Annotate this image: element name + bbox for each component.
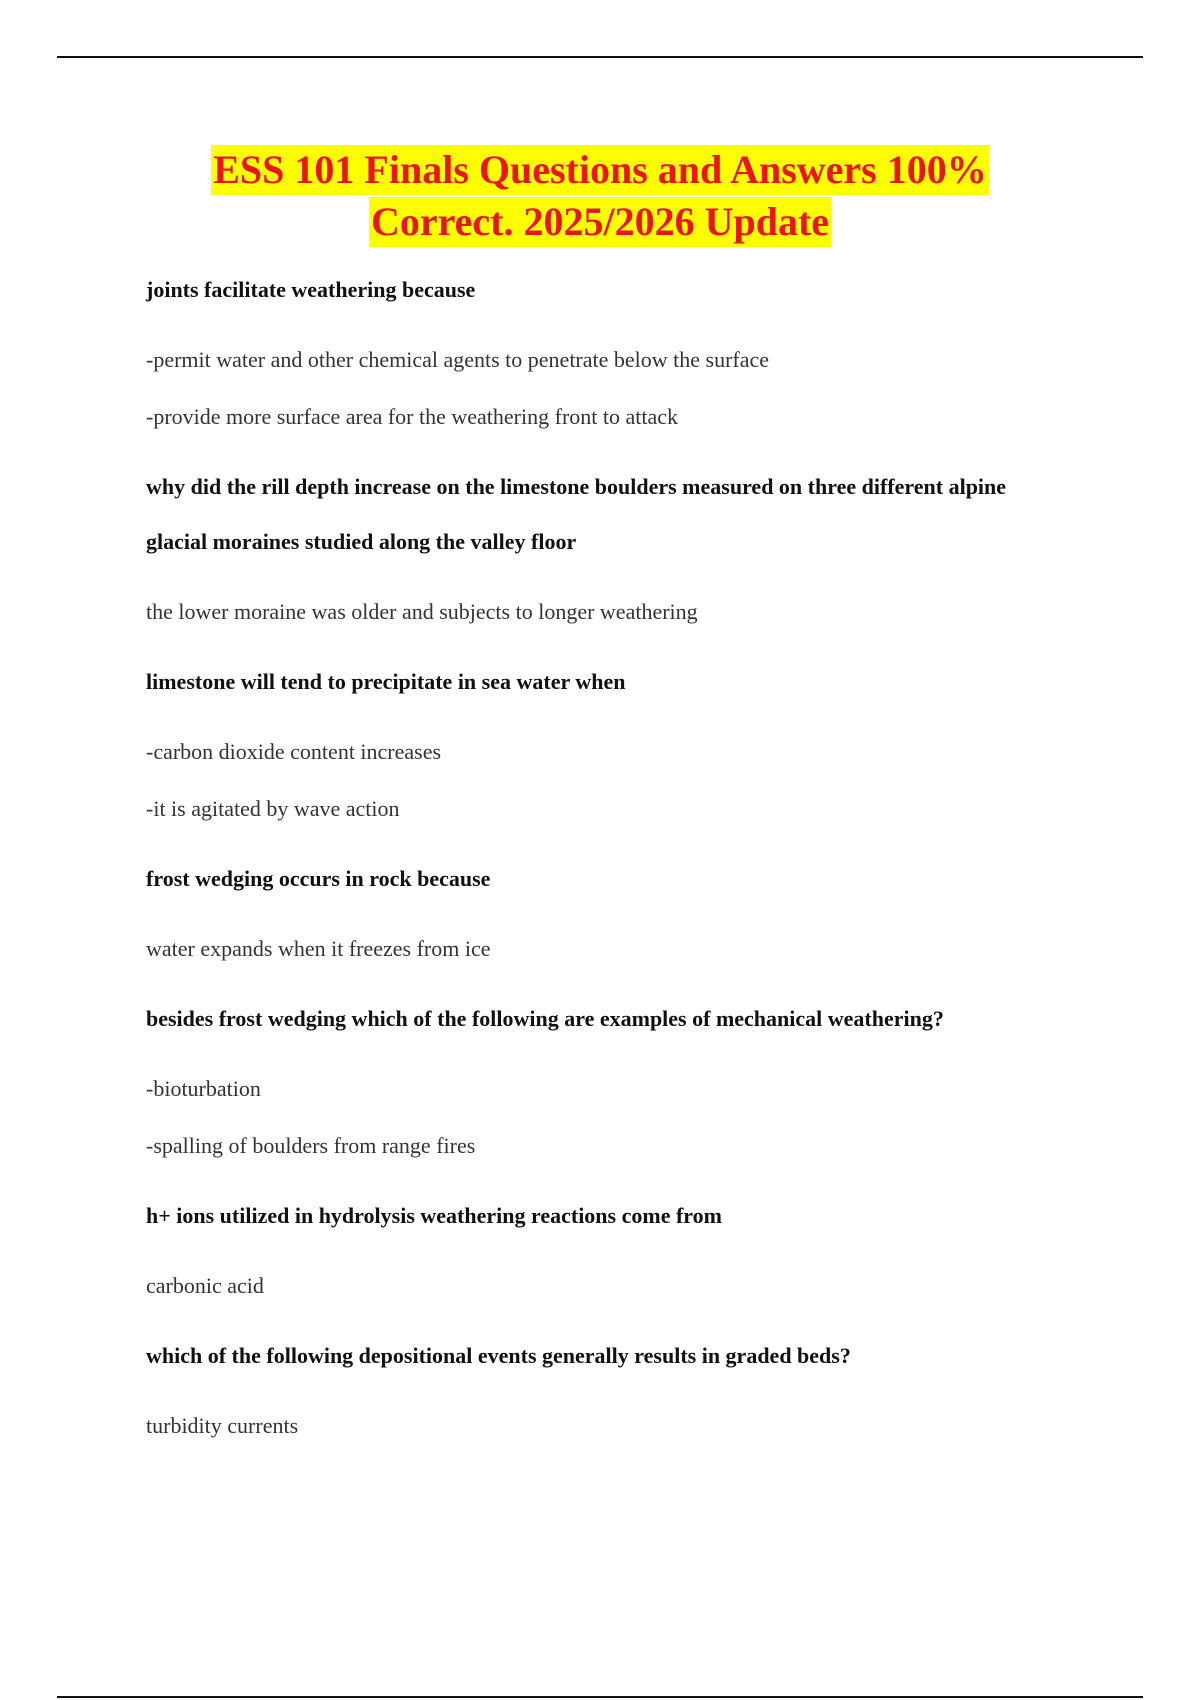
title-line-1: ESS 101 Finals Questions and Answers 100% bbox=[211, 145, 989, 195]
qa-item bbox=[146, 851, 1066, 977]
question-text: joints facilitate weathering because bbox=[146, 277, 476, 302]
qa-item bbox=[146, 262, 1066, 445]
footer-rule bbox=[57, 1696, 1143, 1698]
answer-group bbox=[146, 1397, 1066, 1454]
answer-group bbox=[146, 1257, 1066, 1314]
answer-text: the lower moraine was older and subjects to longer weathering bbox=[146, 599, 698, 624]
question-text: which of the following depositional events generally results in graded beds? bbox=[146, 1343, 851, 1368]
answer-text: -it is agitated by wave action bbox=[146, 796, 400, 821]
qa-item bbox=[146, 459, 1066, 640]
qa-item bbox=[146, 654, 1066, 837]
document-title bbox=[0, 145, 1200, 247]
answer-text: -bioturbation bbox=[146, 1076, 261, 1101]
answer-group bbox=[146, 920, 1066, 977]
answer-text: -carbon dioxide content increases bbox=[146, 739, 442, 764]
answer-text: turbidity currents bbox=[146, 1413, 299, 1438]
question-text: frost wedging occurs in rock because bbox=[146, 866, 491, 891]
title-line-2: Correct. 2025/2026 Update bbox=[369, 197, 831, 247]
qa-item bbox=[146, 1328, 1066, 1454]
qa-list bbox=[146, 262, 1066, 1468]
question-text: limestone will tend to precipitate in sea water when bbox=[146, 669, 626, 694]
answer-group bbox=[146, 723, 1066, 837]
answer-text: water expands when it freezes from ice bbox=[146, 936, 491, 961]
answer-group bbox=[146, 1060, 1066, 1174]
question-text: besides frost wedging which of the following are examples of mechanical weathering? bbox=[146, 1006, 944, 1031]
answer-group bbox=[146, 583, 1066, 640]
answer-text: -spalling of boulders from range fires bbox=[146, 1133, 476, 1158]
answer-text: carbonic acid bbox=[146, 1273, 264, 1298]
qa-item bbox=[146, 991, 1066, 1174]
question-text: h+ ions utilized in hydrolysis weathering reactions come from bbox=[146, 1203, 722, 1228]
answer-group bbox=[146, 331, 1066, 445]
header-rule bbox=[57, 56, 1143, 58]
qa-item bbox=[146, 1188, 1066, 1314]
question-text: why did the rill depth increase on the limestone boulders measured on three different alpine glacial moraines studied along the valley floor bbox=[146, 474, 1007, 554]
answer-text: -permit water and other chemical agents to penetrate below the surface bbox=[146, 347, 770, 372]
answer-text: -provide more surface area for the weathering front to attack bbox=[146, 404, 679, 429]
